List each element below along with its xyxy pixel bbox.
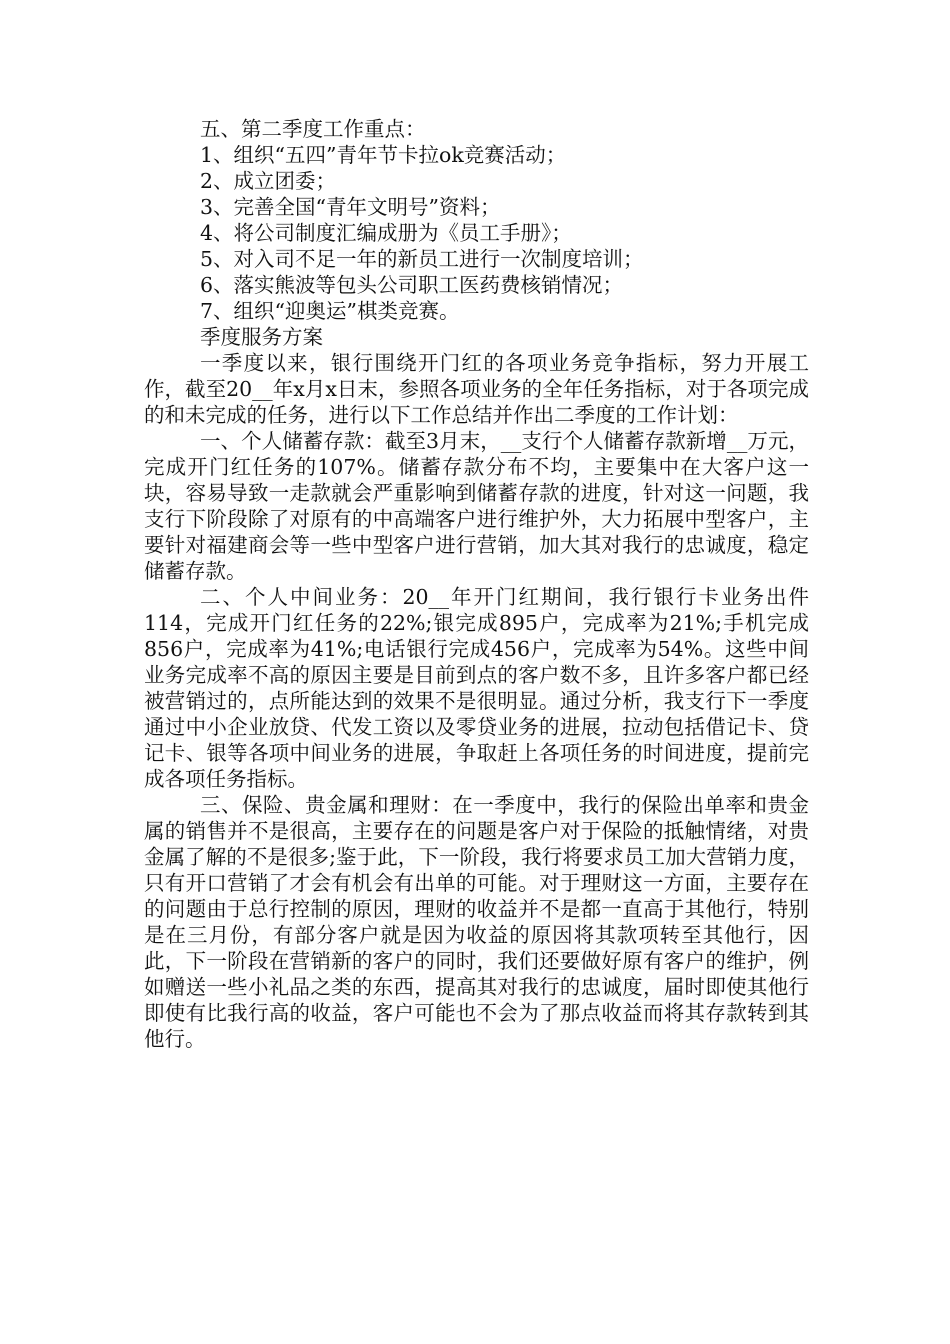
document-page [144, 116, 809, 1052]
list-item: 4、将公司制度汇编成册为《员工手册》； [200, 221, 572, 245]
list-item: 5、对入司不足一年的新员工进行一次制度培训； [200, 247, 644, 271]
section-heading: 五、第二季度工作重点： [200, 117, 426, 141]
plan-title: 季度服务方案 [200, 325, 323, 349]
list-item: 2、成立团委； [200, 169, 337, 193]
paragraph-intro: 一季度以来，银行围绕开门红的各项业务竞争指标，努力开展工作，截至20__年x月x日末，参照各项业务的全年任务指标，对于各项完成的和未完成的任务，进行以下工作总结并作出二季度的工作计划： [144, 351, 809, 427]
list-item: 7、组织“迎奥运”棋类竞赛。 [200, 299, 460, 323]
paragraph-intermediary: 二、个人中间业务：20__年开门红期间，我行银行卡业务出件114，完成开门红任务的22%;银完成895户，完成率为21%;手机完成856户，完成率为41%;电话银行完成456户，完成率为54%。这些中间业务完成率不高的原因主要是目前到点的客户数不多，且许多客户都已经被营销过的，点所能达到的效果不是很明显。通过分析，我支行下一季度通过中小企业放贷、代发工资以及零贷业务的进展，拉动包括借记卡、贷记卡、银等各项中间业务的进展，争取赶上各项任务的时间进度，提前完成各项任务指标。 [144, 585, 809, 791]
paragraph-insurance: 三、保险、贵金属和理财：在一季度中，我行的保险出单率和贵金属的销售并不是很高，主要存在的问题是客户对于保险的抵触情绪，对贵金属了解的不是很多;鉴于此，下一阶段，我行将要求员工加大营销力度，只有开口营销了才会有机会有出单的可能。对于理财这一方面，主要存在的问题由于总行控制的原因，理财的收益并不是都一直高于其他行，特别是在三月份，有部分客户就是因为收益的原因将其款项转至其他行，因此，下一阶段在营销新的客户的同时，我们还要做好原有客户的维护，例如赠送一些小礼品之类的东西，提高其对我行的忠诚度，届时即使其他行即使有比我行高的收益，客户可能也不会为了那点收益而将其存款转到其他行。 [144, 793, 809, 1051]
paragraph-savings: 一、个人储蓄存款：截至3月末，__支行个人储蓄存款新增__万元，完成开门红任务的107%。储蓄存款分布不均，主要集中在大客户这一块，容易导致一走款就会严重影响到储蓄存款的进度，针对这一问题，我支行下阶段除了对原有的中高端客户进行维护外，大力拓展中型客户，主要针对福建商会等一些中型客户进行营销，加大其对我行的忠诚度，稳定储蓄存款。 [144, 429, 809, 583]
list-item: 3、完善全国“青年文明号”资料； [200, 195, 501, 219]
list-item: 6、落实熊波等包头公司职工医药费核销情况； [200, 273, 624, 297]
list-item: 1、组织“五四”青年节卡拉ok竞赛活动； [200, 143, 567, 167]
